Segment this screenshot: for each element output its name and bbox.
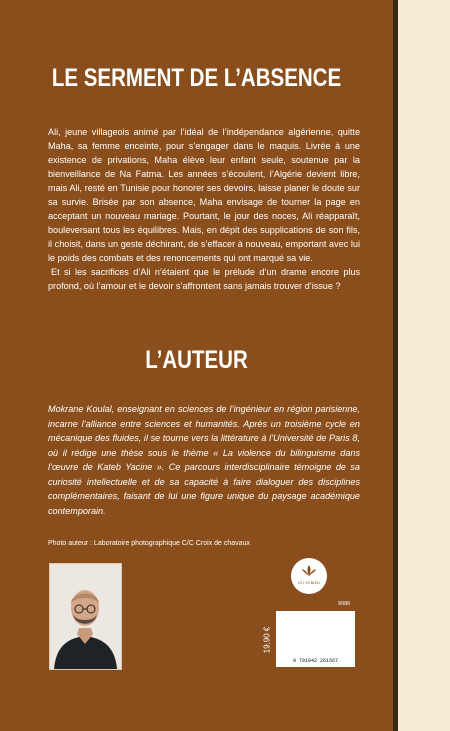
publisher-logo: [291, 558, 327, 594]
price-text: 19,90 €: [262, 626, 272, 654]
book-title: LE SERMENT DE L’ABSENCE: [51, 64, 342, 92]
publisher-logo-text: LE LYS BLEU: [298, 581, 320, 585]
barcode-bars: [281, 617, 350, 655]
barcode: [276, 611, 355, 667]
price-label: [260, 612, 274, 668]
synopsis-paragraph: Et si les sacrifices d’Ali n’étaient que le prélude d’un drame encore plus profond, où l’amour et le devoir s’affrontent sans jamais trouver d’issue ?: [48, 267, 360, 291]
author-photo: [49, 563, 122, 670]
author-heading: L’AUTEUR: [145, 346, 248, 374]
product-code: 9986: [338, 601, 351, 607]
author-bio: Mokrane Koulal, enseignant en sciences de l’ingénieur en région parisienne, incarne l’alliance entre sciences et humanités. Après un troisième cycle en mécanique des fluides, il se tourne vers la littérature à l’Université de Paris 8, où il rédige une thèse sous le thème « La violence du bilinguisme dans l’œuvre de Kateb Yacine ». Ce parcours interdisciplinaire témoigne de sa curiosité intellectuelle et de sa capacité à faire dialoguer des disciplines complémentaires, faisant de lui une figure unique du paysage académique contemporain.: [48, 404, 360, 516]
isbn-number: 9 791042 261567: [292, 658, 338, 664]
lily-icon: [301, 564, 317, 578]
synopsis: [48, 125, 360, 293]
author-portrait-image: [50, 564, 121, 669]
synopsis-paragraph: Ali, jeune villageois animé par l’idéal de l’indépendance algérienne, quitte Maha, sa femme enceinte, pour s’engager dans le maquis. Livrée à une existence de privations, Maha élève leur enfant seule, soutenue par la bienveillance de Na Fatma. Les années s’écoulent, l’Algérie devient libre, mais Ali, resté en Tunisie pour honorer ses devoirs, laisse planer le doute sur sa survie. Brisée par son absence, Maha envisage de tourner la page en acceptant un nouveau mariage. Pourtant, le jour des noces, Ali réapparaît, bouleversant tous les équilibres. Mais, en dépit des supplications de son fils, il choisit, dans un geste déchirant, de s’effacer à nouveau, emportant avec lui le poids des combats et des renoncements qui ont marqué sa vie.: [48, 127, 360, 263]
photo-credit: Photo auteur : Laboratoire photographique C/C Croix de chavaux: [48, 540, 250, 547]
page-edge: [393, 0, 398, 731]
